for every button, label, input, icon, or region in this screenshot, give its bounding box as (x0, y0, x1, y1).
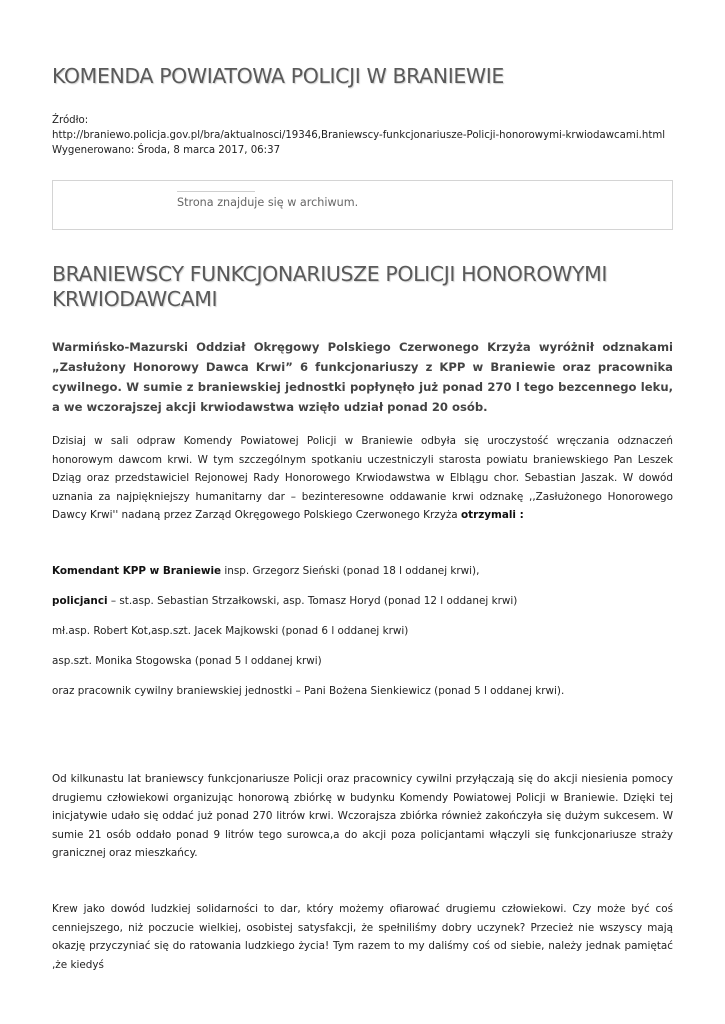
generated-date: Wygenerowano: Środa, 8 marca 2017, 06:37 (52, 145, 281, 156)
recipient-officers (52, 595, 517, 607)
archive-divider (177, 191, 255, 192)
commander-label: Komendant KPP w Braniewie (52, 565, 222, 577)
paragraph-3: Krew jako dowód ludzkiej solidarności to dar, który możemy ofiarować drugiemu człowiekowi. Czy może być coś cenniejszego, niż poczucie wielkiej, osobistej satysfakcji, że spełniliśmy dobry uczynek? Przecież nie wszyscy mają okazję przyczyniać się do ratowania ludzkiego życia! Tym razem to my daliśmy coś od siebie, należy jednak pamiętać ,że kiedyś (52, 903, 673, 971)
recipient-line-4: asp.szt. Monika Stogowska (ponad 5 l oddanej krwi) (52, 655, 322, 667)
officers-text: – st.asp. Sebastian Strzałkowski, asp. Tomasz Horyd (ponad 12 l oddanej krwi) (107, 595, 518, 607)
source-url[interactable]: http://braniewo.policja.gov.pl/bra/aktualnosci/19346,Braniewscy-funkcjonariusze-Policji-honorowymi-krwiodawcami.html (52, 130, 666, 141)
site-title: KOMENDA POWIATOWA POLICJI W BRANIEWIE (52, 64, 504, 88)
archive-notice: Strona znajduje się w archiwum. (177, 196, 359, 209)
source-label: Źródło: (52, 115, 89, 126)
archive-notice-box (52, 180, 673, 230)
source-info (52, 113, 692, 158)
article-lead: Warmińsko-Mazurski Oddział Okręgowy Polskiego Czerwonego Krzyża wyróżnił odznakami „Zasłużony Honorowy Dawca Krwi” 6 funkcjonariuszy z KPP w Braniewie oraz pracownika cywilnego. W sumie z braniewskiej jednostki popłynęło już ponad 270 l tego bezcennego leku, a we wczorajszej akcji krwiodawstwa wzięło udział ponad 20 osób. (52, 340, 673, 414)
intro-bold: otrzymali : (460, 509, 524, 521)
article-title: BRANIEWSCY FUNKCJONARIUSZE POLICJI HONOROWYMI KRWIODAWCAMI (52, 262, 608, 311)
intro-text: Dzisiaj w sali odpraw Komendy Powiatowej Policji w Braniewie odbyła się uroczystość wręczania odznaczeń honorowym dawcom krwi. W tym szczególnym spotkaniu uczestniczyli starosta powiatu braniewskiego Pan Leszek Dziąg oraz przedstawiciel Rejonowej Rady Honorowego Krwiodawstwa w Elblągu chor. Sebastian Jaszak. W dowód uznania za najpiękniejszy humanitarny dar – bezinteresowne oddawanie krwi odznakę ,,Zasłużonego Honorowego Dawcy Krwi'' nadaną przez Zarząd Okręgowego Polskiego Czerwonego Krzyża (52, 435, 673, 521)
commander-text: insp. Grzegorz Sieński (ponad 18 l oddanej krwi), (221, 565, 480, 577)
recipient-line-5: oraz pracownik cywilny braniewskiej jednostki – Pani Bożena Sienkiewicz (ponad 5 l oddanej krwi). (52, 685, 565, 697)
intro-paragraph (52, 432, 673, 525)
paragraph-2: Od kilkunastu lat braniewscy funkcjonariusze Policji oraz pracownicy cywilni przyłączają się do akcji niesienia pomocy drugiemu człowiekowi organizując honorową zbiórkę w budynku Komendy Powiatowej Policji w Braniewie. Dzięki tej inicjatywie udało się oddać już ponad 270 litrów krwi. Wczorajsza zbiórka również zakończyła się dużym sukcesem. W sumie 21 osób oddało ponad 9 litrów tego surowca,a do akcji poza policjantami włączyli się funkcjonariusze straży granicznej oraz mieszkańcy. (52, 773, 673, 859)
officers-label: policjanci (52, 595, 108, 607)
recipient-commander (52, 565, 479, 577)
recipient-line-3: mł.asp. Robert Kot,asp.szt. Jacek Majkowski (ponad 6 l oddanej krwi) (52, 625, 409, 637)
